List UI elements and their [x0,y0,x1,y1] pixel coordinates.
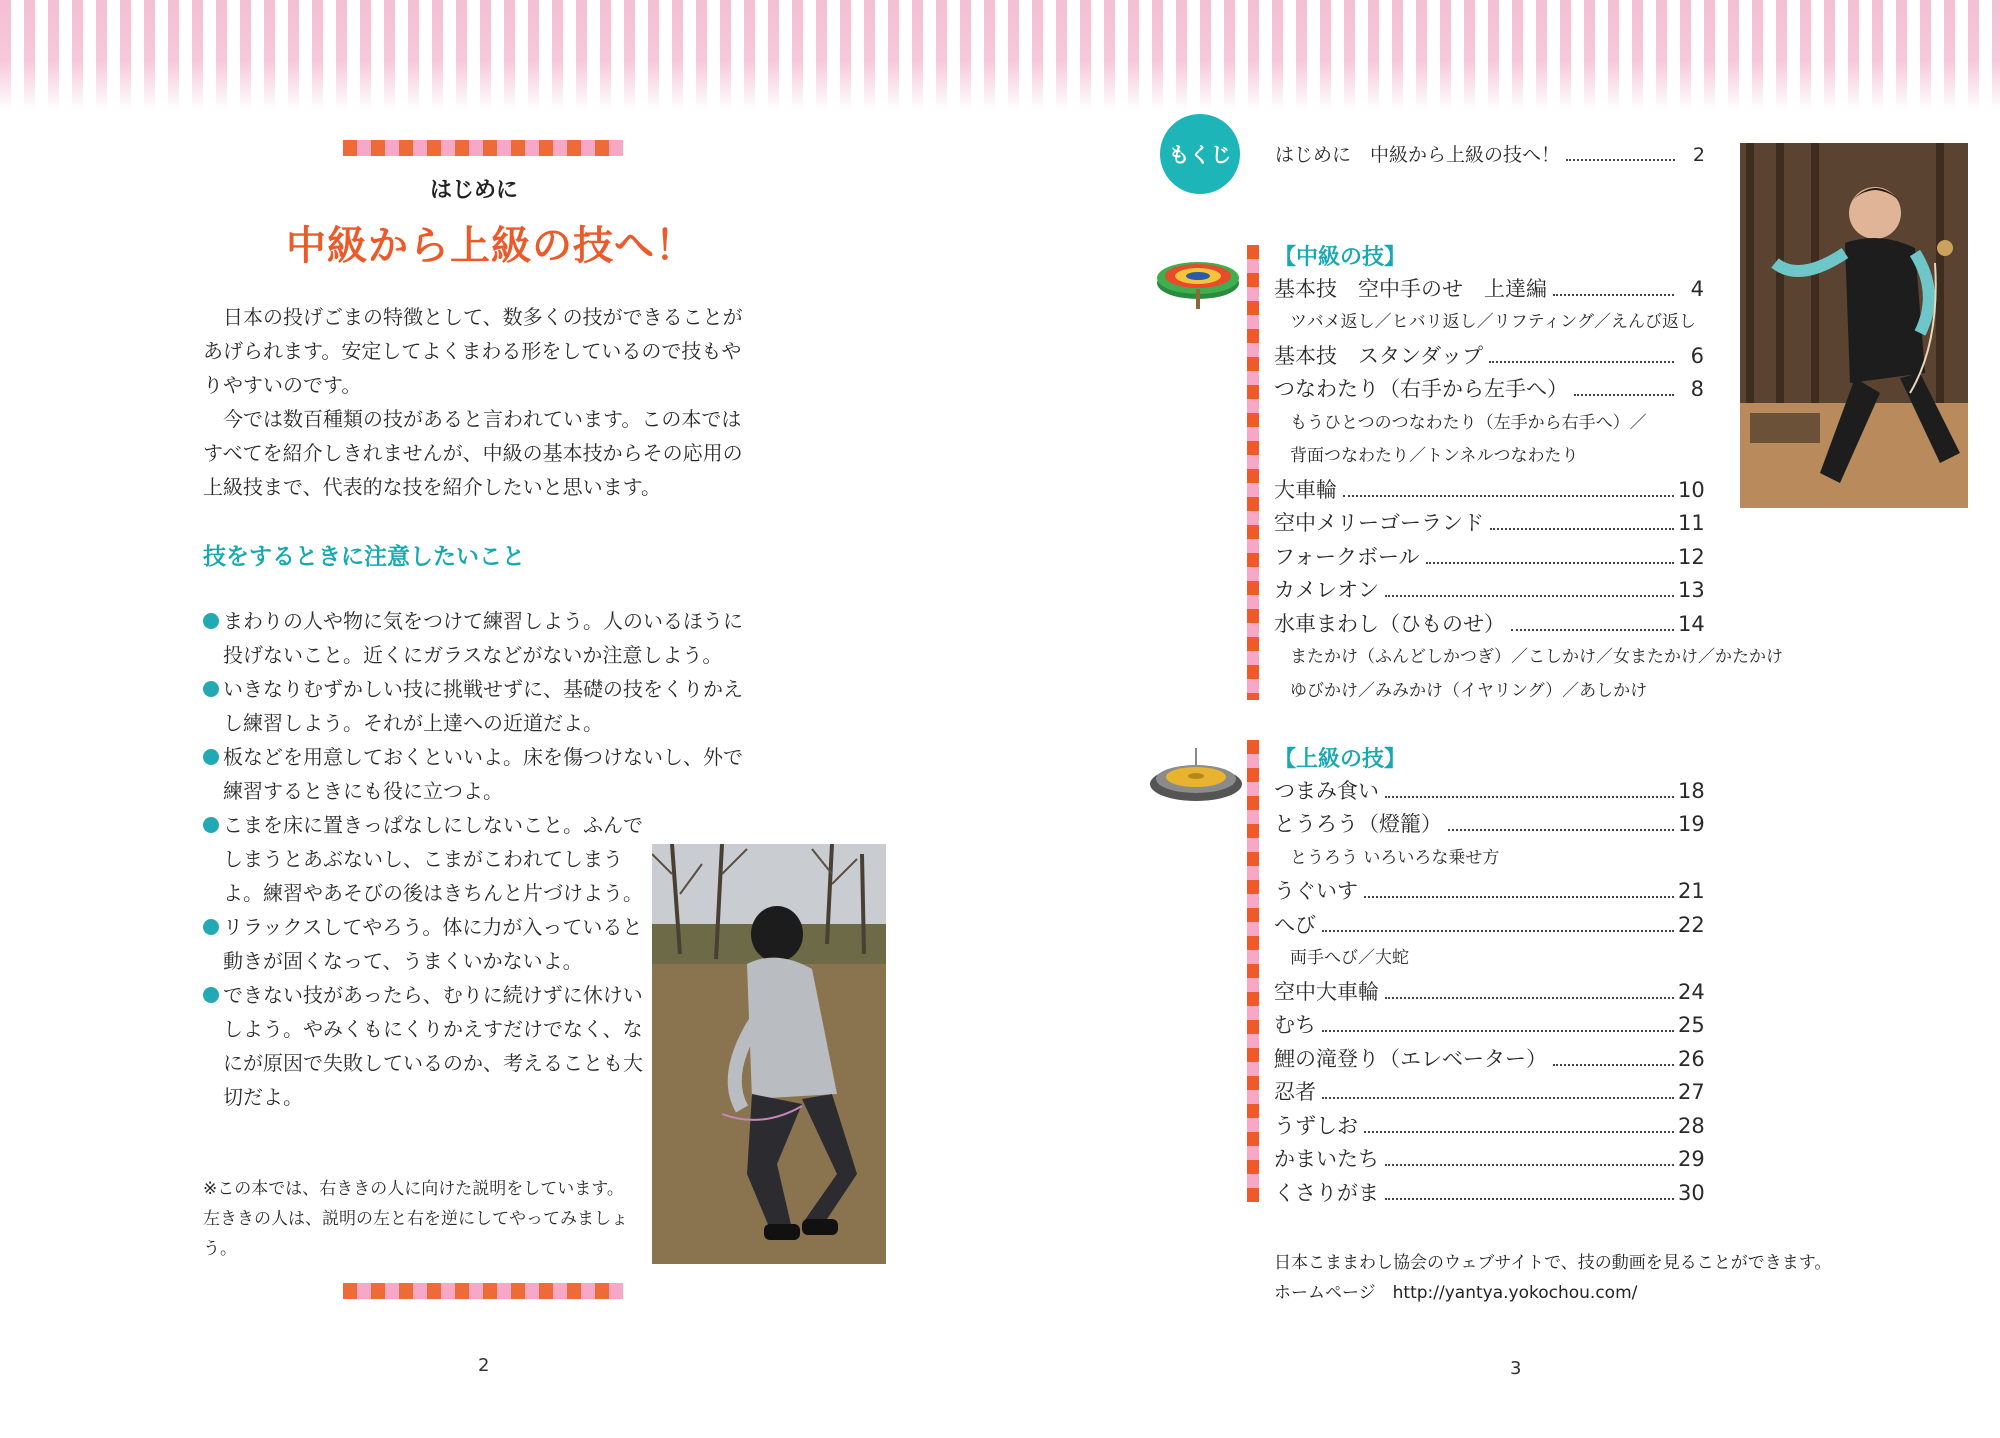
dot-leader [1364,1131,1674,1133]
dot-leader [1426,562,1674,564]
intro-text [203,300,755,504]
toc-entry[interactable]: かまいたち 29 [1274,1147,1705,1171]
contents-badge: もくじ [1160,114,1240,194]
dot-leader [1566,159,1675,161]
toc-entry[interactable]: つなわたり（右手から左手へ） 8 [1274,377,1704,401]
dot-leader [1511,629,1674,631]
toc-entry[interactable]: うぐいす 21 [1274,879,1705,903]
toc-list-chukyu [1274,270,1783,706]
toc-entry[interactable]: むち 25 [1274,1013,1705,1037]
toc-entry[interactable]: カメレオン 13 [1274,578,1705,602]
toc-subentry: 背面つなわたり／トンネルつなわたり [1290,446,1579,466]
toc-entry-intro[interactable]: はじめに 中級から上級の技へ！ 2 [1275,144,1705,166]
toc-subentry: ゆびかけ／みみかけ（イヤリング）／あしかけ [1290,680,1648,701]
toc-entry[interactable]: とうろう（燈籠） 19 [1274,812,1705,836]
section-bar-chukyu [1247,245,1259,700]
page-title: 中級から上級の技へ！ [286,223,696,269]
toc-entry[interactable]: フォークボール 12 [1274,544,1705,569]
toc-list-jokyu [1274,772,1704,1208]
page-number-left: 2 [478,1355,490,1376]
top-icon-colorful [1155,245,1241,317]
toc-entry[interactable]: 忍者 27 [1274,1080,1705,1104]
toc-subentry: ツバメ返し／ヒバリ返し／リフティング／えんび返し [1290,312,1696,332]
bullet-icon [203,987,219,1003]
bullet-icon [203,681,219,697]
website-description: 日本こままわし協会のウェブサイトで、技の動画を見ることができます。 [1274,1253,1832,1273]
toc-entry[interactable]: うずしお 28 [1274,1113,1705,1138]
website-info [1274,1248,1874,1308]
toc-entry[interactable]: 空中メリーゴーランド 11 [1274,511,1705,535]
toc-entry[interactable]: 水車まわし（ひものせ） 14 [1274,611,1705,636]
list-item: 板などを用意しておくといいよ。床を傷つけないし、外で練習するときにも役に立つよ。 [203,740,753,808]
section-bar-jokyu [1247,740,1259,1202]
bullet-icon [203,613,219,629]
checker-border-bottom [343,1283,623,1299]
bullet-icon [203,919,219,935]
dot-leader [1489,361,1674,363]
dot-leader [1343,495,1674,497]
section-heading-jokyu: 【上級の技】 [1274,747,1407,772]
photo-boy-playing-top [652,844,886,1264]
toc-entry[interactable]: 基本技 スタンダップ 6 [1274,343,1704,368]
dot-leader [1322,1097,1674,1099]
website-url[interactable]: ホームページ http://yantya.yokochou.com/ [1274,1283,1638,1303]
dot-leader [1322,1030,1674,1032]
list-item: まわりの人や物に気をつけて練習しよう。人のいるほうに投げないこと。近くにガラスなどがないか注意しよう。 [203,604,753,672]
section-heading-chukyu: 【中級の技】 [1274,245,1407,270]
intro-paragraph-1: 日本の投げごまの特徴として、数多くの技ができることがあげられます。安定してよくまわる形をしているので技もやりやすいのです。 [203,305,743,397]
toc-entry[interactable]: 鯉の滝登り（エレベーター） 26 [1274,1046,1705,1071]
toc-subentry: とうろう いろいろな乗せ方 [1290,847,1500,868]
toc-entry[interactable]: つまみ食い 18 [1274,778,1705,803]
toc-subentry: もうひとつのつなわたり（左手から右手へ）／ [1290,412,1647,433]
bullet-icon [203,749,219,765]
right-page [1000,0,2000,1438]
list-item: こまを床に置きっぱなしにしないこと。ふんでしまうとあぶないし、こまがこわれてしまうよ。練習やあそびの後はきちんと片づけよう。 [203,808,643,910]
dot-leader [1322,930,1674,932]
toc-entry[interactable]: へび 22 [1274,912,1705,937]
handedness-note: ※この本では、右ききの人に向けた説明をしています。左ききの人は、説明の左と右を逆にしてやってみましょう。 [203,1179,628,1259]
toc-entry[interactable]: 大車輪 10 [1274,477,1705,502]
dot-leader [1364,896,1674,898]
dot-leader [1553,294,1674,296]
intro-eyebrow: はじめに [430,178,519,203]
list-item: できない技があったら、むりに続けずに休けいしよう。やみくもにくりかえすだけでなく、なにが原因で失敗しているのか、考えることも大切だよ。 [203,978,643,1114]
dot-leader [1553,1064,1674,1066]
top-icon-yellow [1148,748,1244,812]
dot-leader [1490,528,1674,530]
dot-leader [1385,796,1674,798]
checker-border-top [343,140,623,156]
dot-leader [1385,1198,1674,1200]
intro-paragraph-2: 今では数百種類の技があると言われています。この本ではすべてを紹介しきれませんが、中級の基本技からその応用の上級技まで、代表的な技を紹介したいと思います。 [203,407,743,499]
page-number-right: 3 [1510,1358,1522,1379]
dot-leader [1385,595,1674,597]
toc-entry[interactable]: 基本技 空中手のせ 上達編 4 [1274,276,1704,301]
list-item: いきなりむずかしい技に挑戦せずに、基礎の技をくりかえし練習しよう。それが上達への近道だよ。 [203,672,753,740]
dot-leader [1385,997,1674,999]
dot-leader [1574,394,1674,396]
dot-leader [1448,829,1674,831]
caution-heading: 技をするときに注意したいこと [203,544,525,570]
toc-subentry: またかけ（ふんどしかつぎ）／こしかけ／女またかけ／かたかけ [1290,647,1783,667]
bullet-icon [203,817,219,833]
toc-subentry: 両手へび／大蛇 [1290,948,1409,968]
list-item: リラックスしてやろう。体に力が入っていると動きが固くなって、うまくいかないよ。 [203,910,643,978]
toc-entry[interactable]: 空中大車輪 24 [1274,979,1705,1004]
dot-leader [1385,1164,1674,1166]
toc-entry[interactable]: くさりがま 30 [1274,1180,1705,1205]
